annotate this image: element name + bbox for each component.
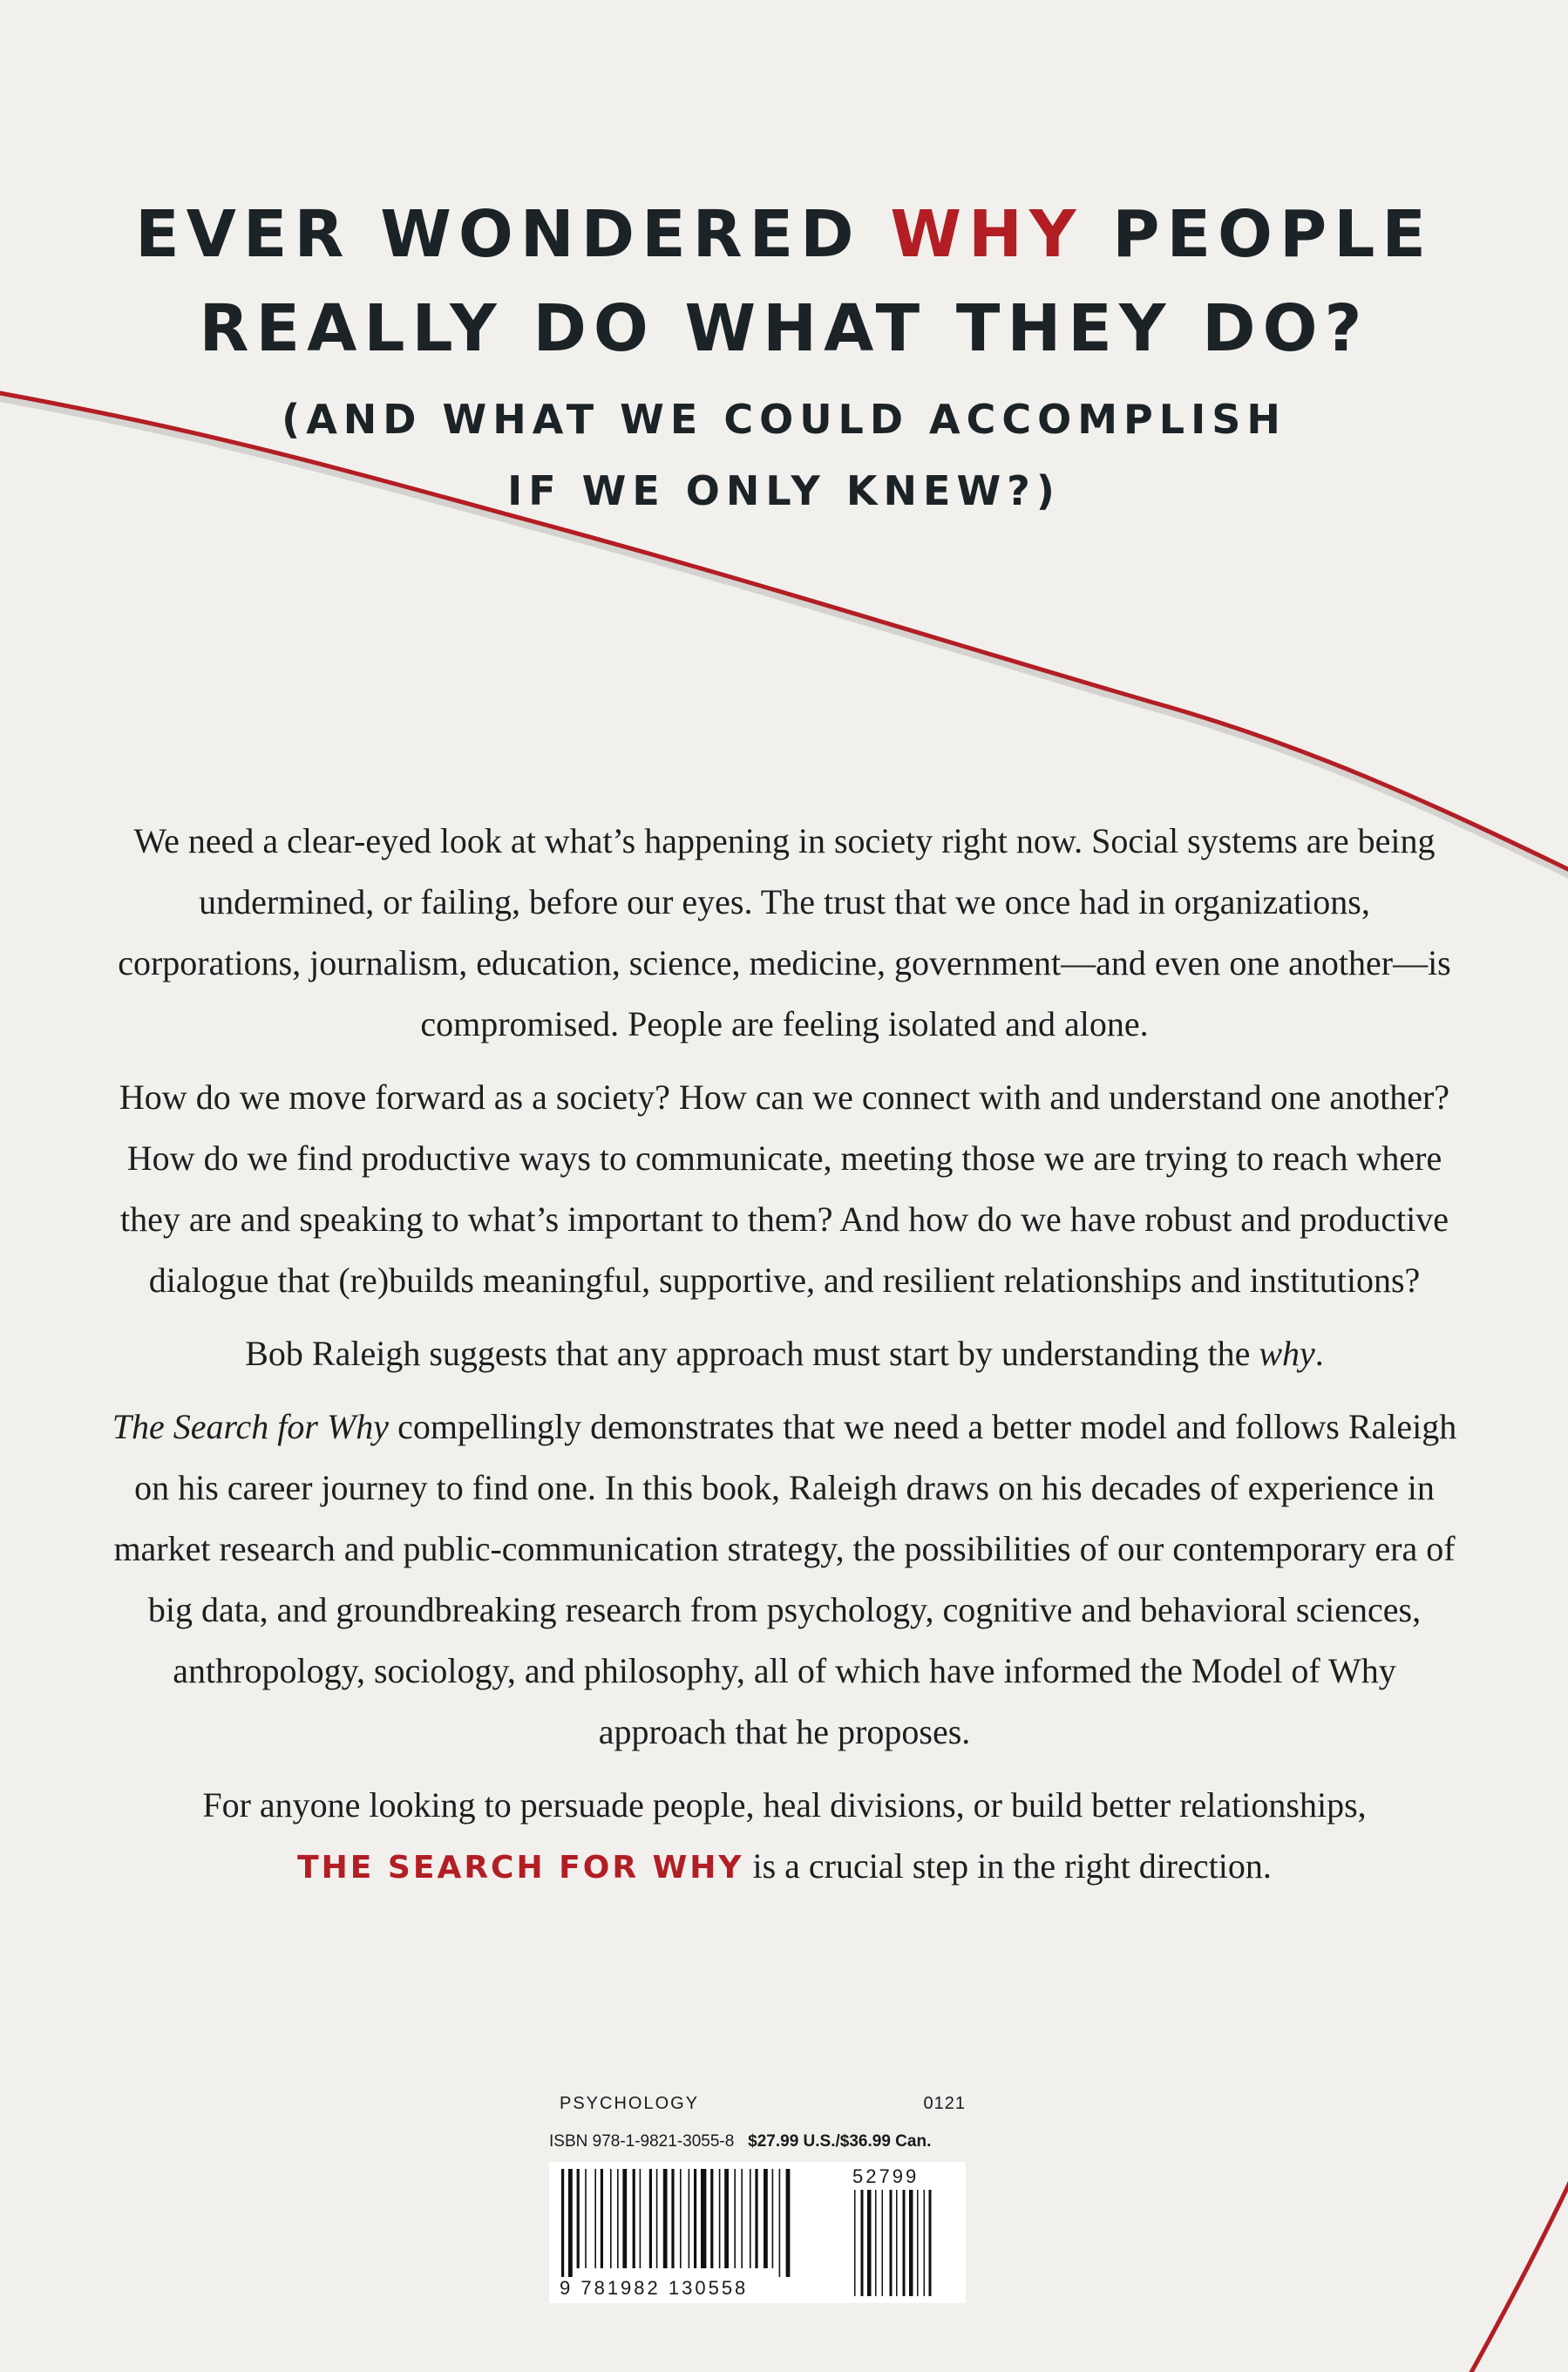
barcode-bar: [701, 2169, 706, 2268]
subheadline: [0, 384, 1568, 527]
headline-text: EVER WONDERED: [135, 197, 891, 272]
barcode-bar: [622, 2169, 627, 2268]
barcode-bar: [724, 2169, 729, 2268]
barcode-bar: [694, 2169, 696, 2268]
barcode-bar: [741, 2169, 743, 2268]
barcode-bar: [601, 2169, 603, 2268]
blurb-paragraph-5: [105, 1775, 1464, 1899]
barcode-addon-bar: [890, 2190, 893, 2296]
barcode-bar: [561, 2169, 564, 2277]
category-label: PSYCHOLOGY: [560, 2094, 700, 2113]
blurb-text: For anyone looking to persuade people, heal divisions, or build better relationships,: [202, 1785, 1367, 1825]
blurb-paragraph-4: [105, 1397, 1464, 1763]
barcode-addon-bar: [896, 2190, 898, 2296]
barcode-addon-bar: [854, 2190, 856, 2296]
blurb-emphasis: why: [1259, 1334, 1315, 1373]
isbn-line: [549, 2132, 931, 2151]
barcode-addon-bar: [917, 2190, 919, 2296]
headline-line-2: REALLY DO WHAT THEY DO?: [199, 291, 1369, 366]
headline: [0, 187, 1568, 376]
blurb-paragraph-2: How do we move forward as a society? How can we connect with and understand one another? How do we find productive ways to communicate, meeting those we are trying to reach where they are and speaking to what’s important to them? And how do we have robust and productive dialogue that (re)builds meaningful, supportive, and resilient relationships and institutions?: [119, 1077, 1450, 1300]
barcode-bar: [671, 2169, 674, 2268]
barcode-addon-bar: [924, 2190, 926, 2296]
barcode-bar: [734, 2169, 736, 2268]
barcode-addon-bar: [929, 2190, 932, 2296]
barcode-bar: [663, 2169, 668, 2268]
barcode-bar: [649, 2169, 652, 2268]
blurb-paragraph-1: We need a clear-eyed look at what’s happening in society right now. Social systems are being undermined, or failing, before our eyes. The trust that we once had in organizations, corporations, journalism, education, science, medicine, government—and even one another—is compromised. People are feeling isolated and alone.: [118, 821, 1451, 1043]
barcode-bar: [689, 2169, 690, 2268]
barcode-bar: [750, 2169, 751, 2268]
blurb-text: compellingly demonstrates that we need a better model and follows Raleigh on his career journey to find one. In this book, Raleigh draws on his decades of experience in market research and public-communication strategy, the possibilities of our contemporary era of big data, and groundbreaking research from psychology, cognitive and behavioral sciences, anthropology, sociology, and philosophy, all of which have informed the Model of Why approach that he proposes.: [113, 1407, 1457, 1751]
barcode-bar: [719, 2169, 721, 2268]
barcode-bar: [680, 2169, 682, 2268]
blurb-text: Bob Raleigh suggests that any approach must start by understanding the: [245, 1334, 1259, 1373]
barcode-bar: [779, 2169, 781, 2277]
barcode-addon-bar: [903, 2190, 906, 2296]
barcode-bar: [617, 2169, 619, 2268]
barcode-bar: [594, 2169, 596, 2268]
barcode-addon-bar: [875, 2190, 877, 2296]
barcode-bar: [764, 2169, 768, 2268]
barcode-bar: [755, 2169, 757, 2268]
headline-text: PEOPLE: [1083, 197, 1433, 272]
price-label: $27.99 U.S./$36.99 Can.: [748, 2132, 932, 2151]
blurb-text: .: [1314, 1334, 1324, 1373]
book-title-italic: The Search for Why: [112, 1407, 390, 1446]
blurb-paragraph-3: [105, 1323, 1464, 1384]
book-title-caps: THE SEARCH FOR WHY: [297, 1850, 744, 1886]
barcode-block: [549, 2083, 967, 2310]
barcode-bar: [640, 2169, 641, 2268]
barcode-bar: [610, 2169, 612, 2268]
barcode-bar: [772, 2169, 774, 2268]
barcode-bar: [568, 2169, 573, 2277]
barcode-addon-bar: [861, 2190, 864, 2296]
barcode-bar: [585, 2169, 587, 2268]
barcode-bar: [633, 2169, 635, 2268]
headline-line-1: [0, 187, 1568, 282]
back-cover-blurb: [105, 811, 1464, 1911]
barcode-addon-bar: [882, 2190, 884, 2296]
barcode-addon-digits: 52799: [852, 2165, 920, 2187]
barcode-addon-bar: [909, 2190, 913, 2296]
headline-accent-word: WHY: [890, 197, 1083, 272]
blurb-text: is a crucial step in the right direction.: [743, 1846, 1272, 1886]
barcode-bar: [577, 2169, 580, 2268]
category-code: 0121: [923, 2094, 966, 2113]
barcode-bar: [786, 2169, 791, 2277]
barcode-bar: [656, 2169, 658, 2268]
subheadline-line-2: IF WE ONLY KNEW?): [507, 467, 1061, 514]
barcode-digits: 9 781982 130558: [560, 2277, 749, 2299]
barcode-addon-bar: [867, 2190, 872, 2296]
barcode-bar: [710, 2169, 713, 2268]
subheadline-line-1: (AND WHAT WE COULD ACCOMPLISH: [282, 396, 1286, 443]
isbn-number: ISBN 978-1-9821-3055-8: [549, 2132, 735, 2151]
barcode-box: [549, 2162, 966, 2303]
